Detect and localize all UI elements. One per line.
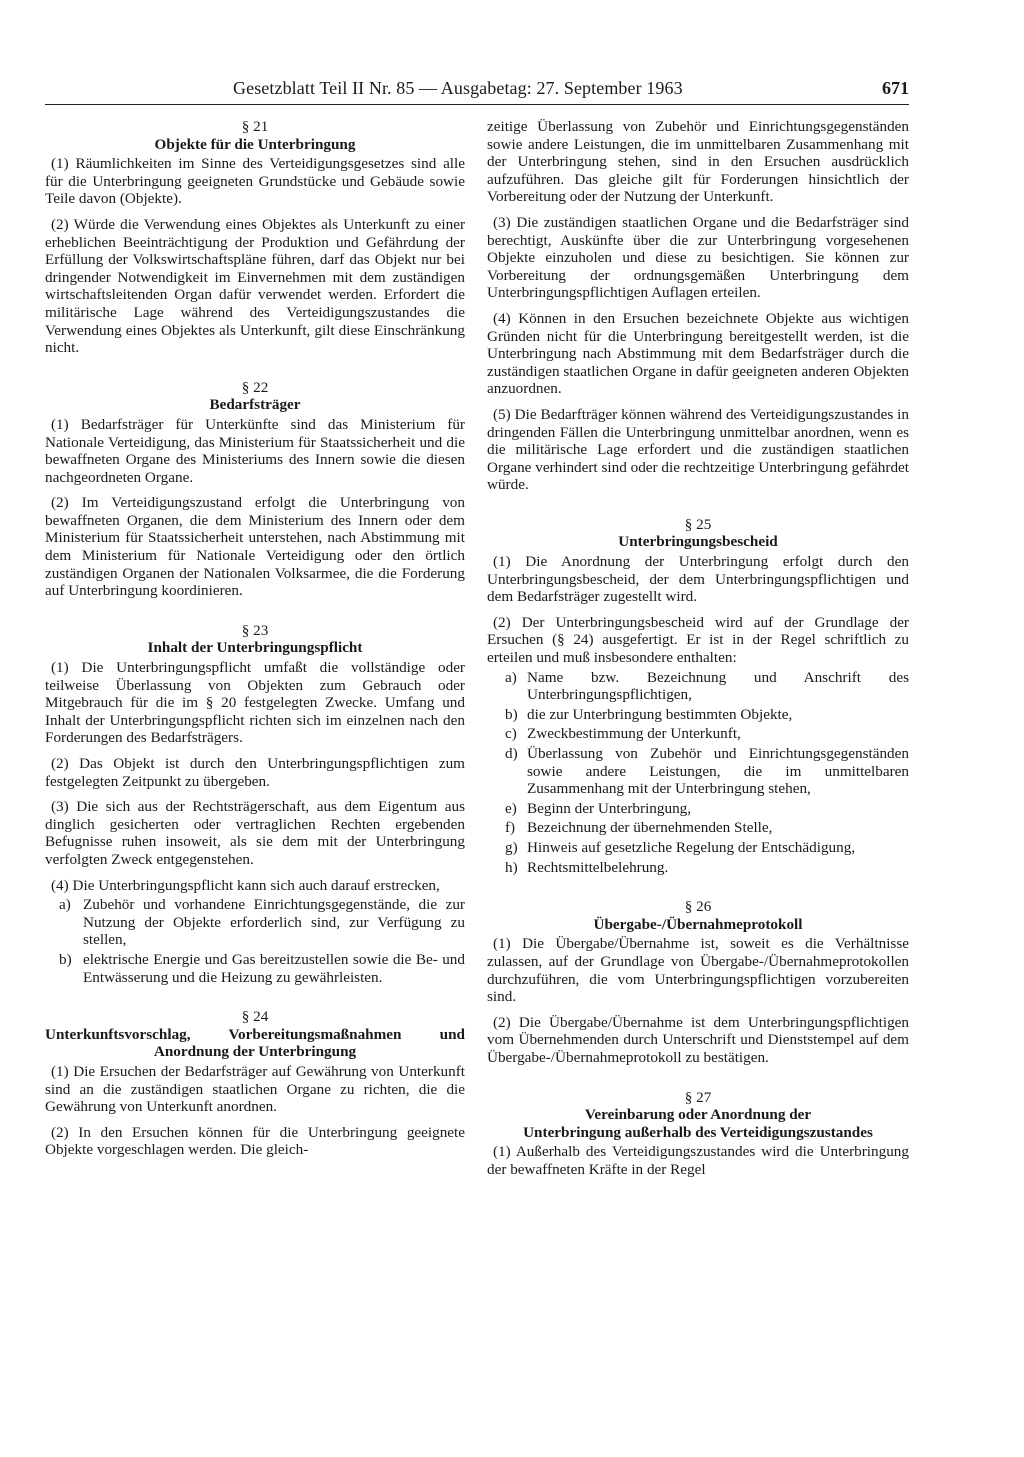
list-item-text: Rechtsmittelbelehrung. — [527, 858, 669, 876]
list-item-text: Überlassung von Zubehör und Einrichtungsgegenständen sowie andere Leistungen, die im unmittelbaren Zusammenhang mit der Unterbringung stehen, — [527, 745, 909, 798]
list-item — [45, 951, 465, 986]
list-item-label: g) — [505, 838, 518, 856]
page-number: 671 — [882, 78, 909, 98]
section-title: Übergabe-/Übernahmeprotokoll — [593, 915, 803, 933]
paragraph: (1) Die Anordnung der Unterbringung erfolgt durch den Unterbringungsbescheid, der dem Unterbringungspflichtigen und dem Bedarfsträger zugestellt wird. — [487, 553, 909, 606]
list-item — [45, 896, 465, 949]
list-item-label: b) — [505, 705, 518, 723]
paragraph: (5) Die Bedarfträger können während des Verteidigungszustandes in dringenden Fällen die Unterbringung unmittelbar anordnen, wenn es die militärische Lage erfordert und die zuständigen staatlichen Organe verhindert sind oder die rechtzeitige Unterbringung gefährdet würde. — [487, 405, 909, 494]
paragraph: (4) Können in den Ersuchen bezeichnete Objekte aus wichtigen Gründen nicht für die Unterbringung bereitgestellt werden, ist die Unterbringung nach Abstimmung mit dem Bedarfsträger durch die zuständigen staatlichen Organe in dafür geeigneten anderen Objekten anzuordnen. — [487, 309, 909, 398]
paragraph: (1) Außerhalb des Verteidigungszustandes wird die Unterbringung der bewaffneten Kräfte in der Regel — [487, 1143, 909, 1178]
section-25 — [487, 516, 909, 876]
list-item-label: e) — [505, 799, 517, 817]
list-item-text: elektrische Energie und Gas bereitzustellen sowie die Be- und Entwässerung und die Heizung zu gewährleisten. — [83, 950, 465, 986]
list-item-text: Beginn der Unterbringung, — [527, 799, 692, 817]
list-item — [487, 669, 909, 704]
list-item-text: Bezeichnung der übernehmenden Stelle, — [527, 819, 773, 837]
section-24 — [45, 1008, 465, 1159]
paragraph-continuation: zeitige Überlassung von Zubehör und Einrichtungsgegenständen sowie andere Leistungen, die im unmittelbaren Zusammenhang mit der Unterbringung stehen, sind in den Ersuchen ausdrücklich aufzuführen. Das gleiche gilt für Forderungen hinsichtlich der Vorbereitung oder der Nutzung der Unterkunft. — [487, 118, 909, 206]
section-number: § 26 — [684, 898, 712, 916]
list-item-label: c) — [505, 725, 517, 743]
enumeration-list — [45, 896, 465, 986]
list-item — [487, 859, 909, 877]
left-column — [45, 118, 465, 1167]
list-item — [487, 800, 909, 818]
page-header — [45, 78, 909, 105]
paragraph: (2) In den Ersuchen können für die Unterbringung geeignete Objekte vorgeschlagen werden. Die gleich- — [45, 1123, 465, 1159]
paragraph: (1) Die Unterbringungspflicht umfaßt die vollständige oder teilweise Überlassung von Objekten zum Gebrauch oder Mitgebrauch für die im § 20 festgelegten Zwecke. Umfang und Inhalt der Unterbringungspflicht richten sich im einzelnen nach den Forderungen des Bedarfsträgers. — [45, 659, 465, 747]
list-item-label: b) — [59, 950, 72, 968]
list-item-label: a) — [505, 668, 517, 686]
list-item-text: die zur Unterbringung bestimmten Objekte, — [527, 705, 793, 723]
paragraph: (3) Die zuständigen staatlichen Organe und die Bedarfsträger sind berechtigt, Auskünfte über die zur Unterbringung vorgesehenen Objekte einzuholen und diese zu besichtigen. Sie können zur Vorbereitung der ordnungsgemäßen Unterbringung dem Unterbringungspflichtigen Auflagen erteilen. — [487, 213, 909, 302]
section-number: § 25 — [684, 515, 712, 533]
right-column — [487, 118, 909, 1186]
list-item-text: Zubehör und vorhandene Einrichtungsgegenstände, die zur Nutzung der Objekte erforderlich sind, zur Verfügung zu stellen, — [83, 896, 465, 949]
paragraph: (2) Der Unterbringungsbescheid wird auf der Grundlage der Ersuchen (§ 24) ausgefertigt. Er ist in der Regel schriftlich zu erteilen und muß insbesondere enthalten: — [487, 613, 909, 667]
paragraph: (2) Das Objekt ist durch den Unterbringungspflichtigen zum festgelegten Zeitpunkt zu übergeben. — [45, 755, 465, 790]
section-title-line-1: Vereinbarung oder Anordnung der — [584, 1106, 812, 1124]
paragraph: (1) Räumlichkeiten im Sinne des Verteidigungsgesetzes sind alle für die Unterbringung geeigneten Grundstücke und Gebäude sowie Teile davon (Objekte). — [45, 155, 465, 208]
section-title-line-1: Unterkunftsvorschlag, Vorbereitungsmaßnahmen und — [45, 1025, 465, 1043]
section-number: § 27 — [684, 1088, 712, 1106]
enumeration-list — [487, 669, 909, 877]
list-item — [487, 839, 909, 857]
list-item — [487, 819, 909, 837]
section-27 — [487, 1089, 909, 1179]
paragraph: (4) Die Unterbringungspflicht kann sich auch darauf erstrecken, — [51, 876, 440, 894]
section-number: § 22 — [241, 378, 269, 396]
list-item — [487, 706, 909, 724]
list-item — [487, 725, 909, 743]
gazette-header-title: Gesetzblatt Teil II Nr. 85 — Ausgabetag: 27. September 1963 — [233, 78, 683, 98]
list-item-label: d) — [505, 745, 518, 762]
list-item-label: h) — [505, 858, 518, 876]
paragraph: (3) Die sich aus der Rechtsträgerschaft, aus dem Eigentum aus dinglich gesicherten oder vertraglichen Rechten ergebenden Befugnisse ruhen insoweit, als sie dem mit der Unterbringung verfolgten Zweck entgegenstehen. — [45, 798, 465, 868]
list-item-text: Zweckbestimmung der Unterkunft, — [527, 725, 741, 743]
list-item-text: Name bzw. Bezeichnung und Anschrift des Unterbringungspflichtigen, — [527, 668, 909, 704]
section-number: § 21 — [241, 118, 269, 135]
section-title: Inhalt der Unterbringungspflicht — [147, 639, 363, 657]
section-26 — [487, 898, 909, 1066]
paragraph: (2) Im Verteidigungszustand erfolgt die Unterbringung von bewaffneten Organen, die dem Ministerium des Innern oder dem Ministerium für Staatssicherheit unterstehen, nach Abstimmung mit dem Ministerium für Nationale Verteidigung oder den örtlich zuständigen Organen der Nationalen Volksarmee, die die Forderung auf Unterbringung koordinieren. — [45, 494, 465, 600]
paragraph: (1) Bedarfsträger für Unterkünfte sind das Ministerium für Nationale Verteidigung, das Ministerium für Staatssicherheit und die bewaffneten Organe des Ministeriums des Innern sowie die diesen nachgeordneten Organe. — [45, 415, 465, 486]
paragraph: (1) Die Übergabe/Übernahme ist, soweit es die Verhältnisse zulassen, auf der Grundlage von Übergabe-/Übernahmeprotokollen durchzuführen, die vom Unterbringungspflichtigen vorzubereiten sind. — [487, 935, 909, 1006]
list-item — [487, 745, 909, 798]
list-item-label: a) — [59, 896, 71, 914]
section-title: Bedarfsträger — [209, 396, 301, 414]
paragraph: (2) Würde die Verwendung eines Objektes als Unterkunft zu einer erheblichen Beeinträchtigung der Produktion und Gefährdung der Erfüllung der Volkswirtschaftspläne führen, darf das Objekt nur bei dringender Notwendigkeit im Einvernehmen mit dem zuständigen wirtschaftsleitenden Organ dafür verwendet werden. Erfordert die militärische Lage während des Verteidigungszustandes die Verwendung eines Objektes als Unterkunft, gilt diese Einschränkung nicht. — [45, 215, 465, 357]
paragraph: (1) Die Ersuchen der Bedarfsträger auf Gewährung von Unterkunft sind an die zuständigen staatlichen Organe zu richten, die die Gewährung von Unterkunft anordnen. — [45, 1062, 465, 1116]
section-title: Objekte für die Unterbringung — [154, 135, 356, 153]
section-title-line-2: Unterbringung außerhalb des Verteidigungszustandes — [523, 1123, 873, 1141]
section-number: § 24 — [241, 1008, 269, 1026]
section-number: § 23 — [241, 621, 269, 639]
section-22 — [45, 379, 465, 600]
section-21 — [45, 118, 465, 357]
section-title-line-2: Anordnung der Unterbringung — [153, 1043, 357, 1061]
paragraph: (2) Die Übergabe/Übernahme ist dem Unterbringungspflichtigen vom Übernehmenden durch Unterschrift und Dienststempel auf dem Übergabe-/Übernahmeprotokoll zu bestätigen. — [487, 1013, 909, 1066]
section-23 — [45, 622, 465, 986]
list-item-text: Hinweis auf gesetzliche Regelung der Entschädigung, — [527, 838, 856, 856]
list-item-label: f) — [505, 819, 516, 837]
section-title: Unterbringungsbescheid — [618, 533, 778, 551]
